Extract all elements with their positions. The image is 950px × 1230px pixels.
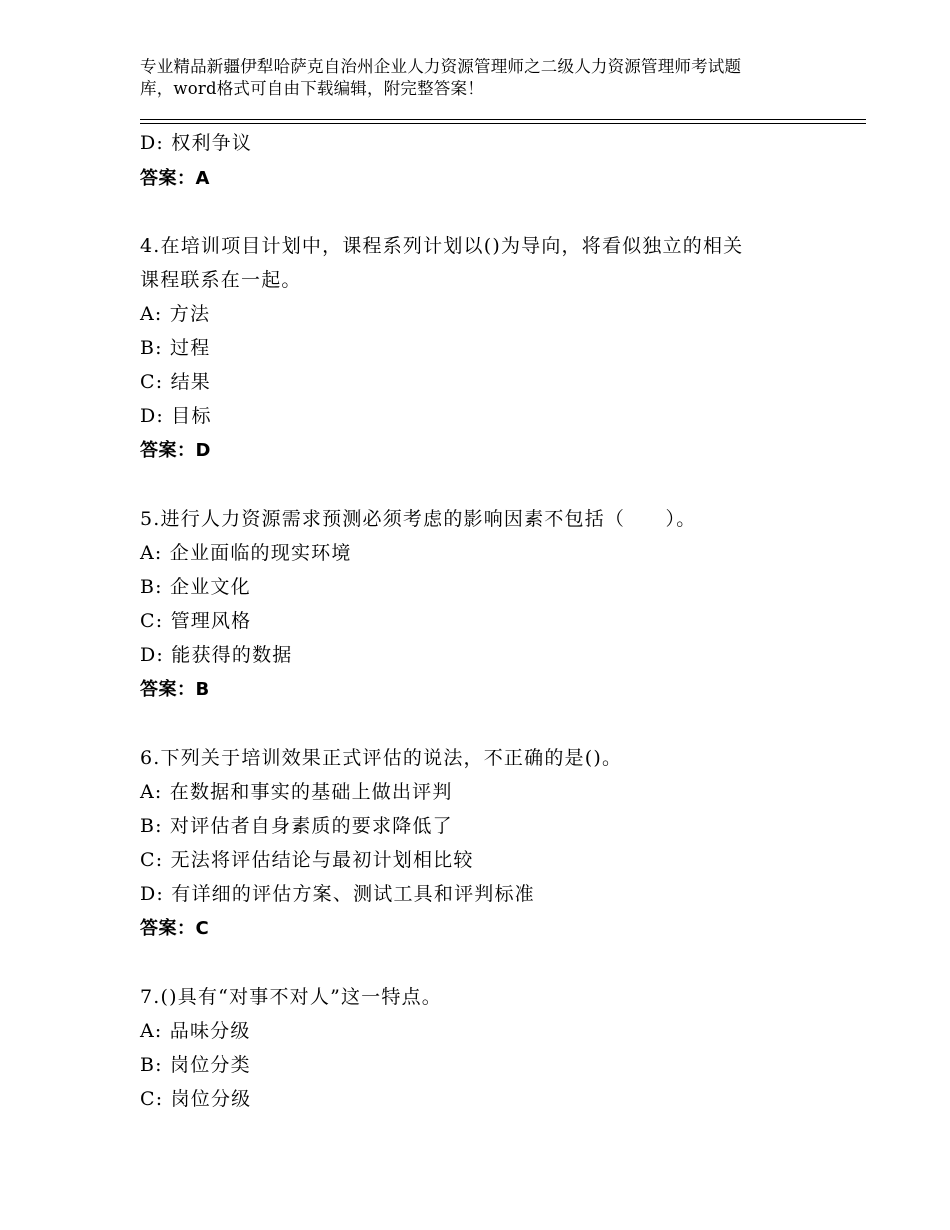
- q5-answer: 答案：B: [140, 679, 210, 700]
- q4-option-a: A: 方法: [140, 303, 211, 325]
- q6-option-c: C: 无法将评估结论与最初计划相比较: [140, 849, 474, 871]
- q6-answer: 答案：C: [140, 918, 210, 939]
- q6-option-b: B: 对评估者自身素质的要求降低了: [140, 815, 453, 837]
- q4-option-c: C: 结果: [140, 371, 211, 393]
- q4-answer: 答案：D: [140, 440, 211, 461]
- q4-option-b: B: 过程: [140, 337, 211, 359]
- header-divider-bottom: [140, 123, 866, 124]
- q7-stem-line-1: 7.()具有“对事不对人”这一特点。: [140, 986, 442, 1008]
- q5-stem-line-1: 5.进行人力资源需求预测必须考虑的影响因素不包括（ ）。: [140, 508, 697, 530]
- q3-answer: 答案：A: [140, 168, 210, 189]
- q5-option-c: C: 管理风格: [140, 610, 252, 632]
- q5-option-b: B: 企业文化: [140, 576, 251, 598]
- q4-stem-line-2: 课程联系在一起。: [140, 269, 302, 291]
- q5-option-d: D: 能获得的数据: [140, 644, 293, 666]
- q5-option-a: A: 企业面临的现实环境: [140, 542, 352, 564]
- document-header: [140, 56, 840, 100]
- q6-option-d: D: 有详细的评估方案、测试工具和评判标准: [140, 883, 535, 905]
- q4-stem-line-1: 4.在培训项目计划中，课程系列计划以()为导向，将看似独立的相关: [140, 235, 744, 257]
- q7-option-c: C: 岗位分级: [140, 1088, 252, 1110]
- q6-stem-line-1: 6.下列关于培训效果正式评估的说法，不正确的是()。: [140, 747, 623, 769]
- header-divider-top: [140, 119, 866, 120]
- q7-option-b: B: 岗位分类: [140, 1054, 251, 1076]
- q6-option-a: A: 在数据和事实的基础上做出评判: [140, 781, 453, 803]
- header-line-1: 专业精品新疆伊犁哈萨克自治州企业人力资源管理师之二级人力资源管理师考试题: [140, 57, 742, 76]
- q4-option-d: D: 目标: [140, 405, 212, 427]
- q3-option-d: D: 权利争议: [140, 132, 253, 154]
- header-line-2: 库，word格式可自由下载编辑，附完整答案！: [140, 79, 484, 98]
- q7-option-a: A: 品味分级: [140, 1020, 251, 1042]
